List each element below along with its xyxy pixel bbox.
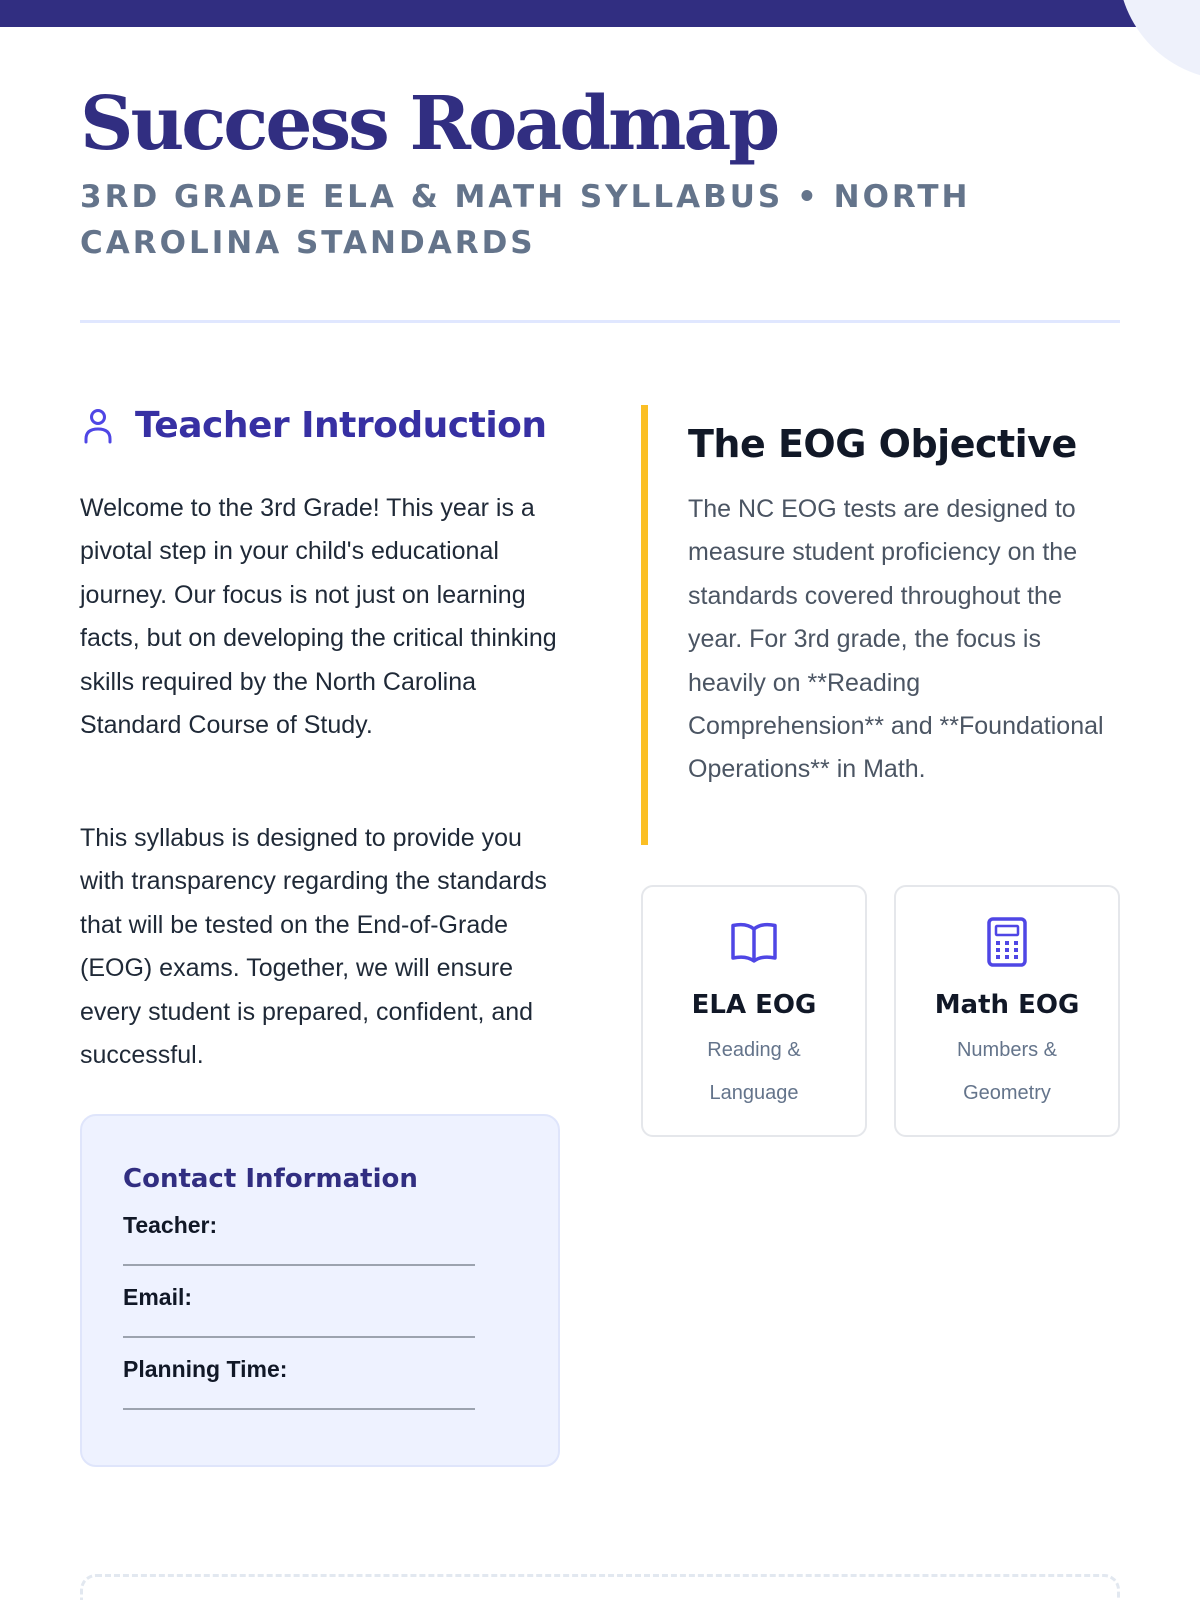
teacher-label: Teacher:	[123, 1212, 218, 1238]
planning-time-label: Planning Time:	[123, 1356, 288, 1382]
calculator-icon	[981, 916, 1033, 968]
intro-paragraph-1: Welcome to the 3rd Grade! This year is a pivotal step in your child's educational journey. Our focus is not just on learning facts, but on developing the critical thinking skills required by the North Carolina Standard Course of Study.	[80, 494, 557, 740]
top-accent-bar	[0, 0, 1200, 27]
email-blank-line[interactable]	[123, 1312, 475, 1338]
math-eog-card	[894, 885, 1120, 1137]
eog-objective-title: The EOG Objective	[688, 422, 1077, 466]
teacher-intro-heading	[80, 405, 547, 446]
teacher-intro-title: Teacher Introduction	[135, 405, 547, 446]
contact-title: Contact Information	[123, 1164, 418, 1194]
math-eog-title: Math EOG	[934, 990, 1080, 1020]
contact-information-card	[80, 1114, 560, 1467]
page-title: Success Roadmap	[80, 81, 778, 167]
next-section-dashed-box	[80, 1574, 1120, 1600]
user-icon	[80, 406, 120, 446]
corner-decoration	[1118, 0, 1200, 80]
intro-paragraph-2: This syllabus is designed to provide you with transparency regarding the standards that will be tested on the End-of-Grade (EOG) exams. Together, we will ensure every student is prepared, confident, and successful.	[80, 824, 547, 1070]
math-eog-description: Numbers & Geometry	[956, 1039, 1058, 1104]
teacher-blank-line[interactable]	[123, 1240, 475, 1266]
ela-eog-card	[641, 885, 867, 1137]
ela-eog-title: ELA EOG	[691, 990, 817, 1020]
eog-objective-text: The NC EOG tests are designed to measure student proficiency on the standards covered throughout the year. For 3rd grade, the focus is heavily on **Reading Comprehension** and **Foundational Operations** in Math.	[688, 495, 1104, 784]
eog-objective-section	[641, 405, 1121, 845]
email-label: Email:	[123, 1284, 193, 1310]
planning-time-blank-line[interactable]	[123, 1384, 475, 1410]
header-divider	[80, 320, 1120, 323]
ela-eog-description: Reading & Language	[707, 1039, 801, 1104]
book-icon	[728, 916, 780, 968]
page-subtitle: 3RD GRADE ELA & MATH SYLLABUS • NORTH CAROLINA STANDARDS	[80, 179, 971, 261]
